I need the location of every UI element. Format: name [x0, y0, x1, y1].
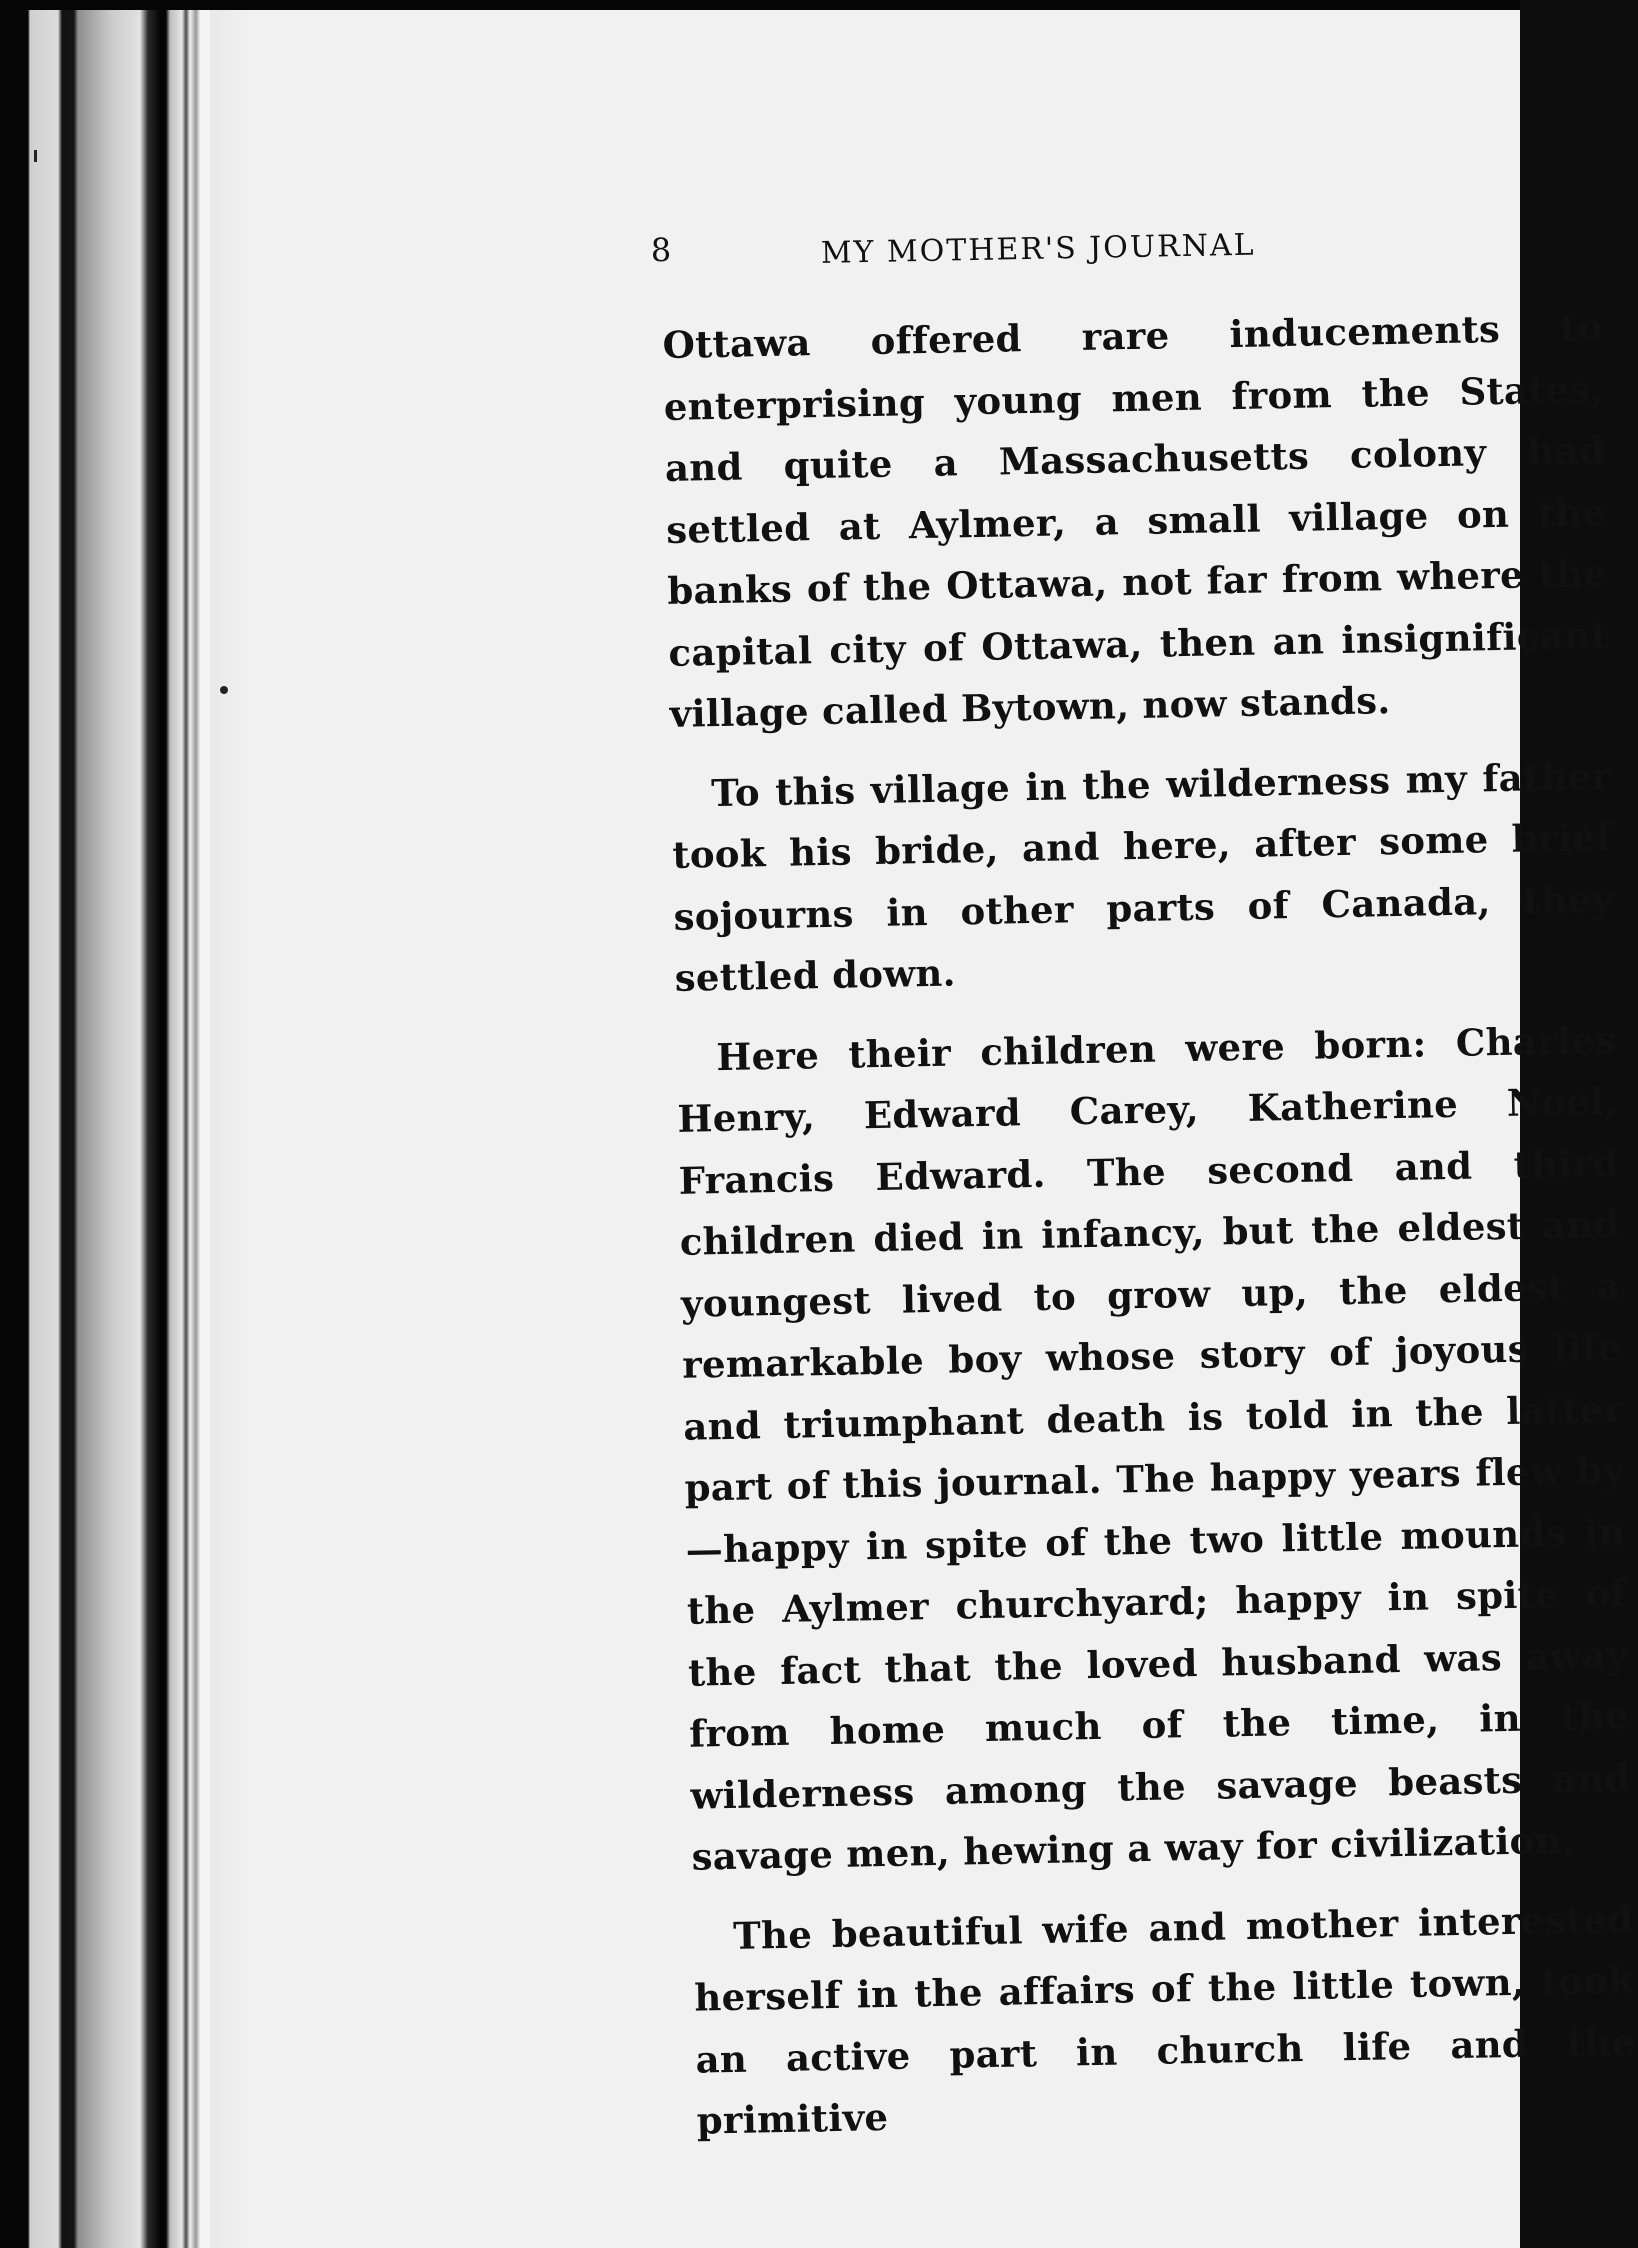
paragraph: The beautiful wife and mother interested herself in the affairs of the little town, took an active part in church life and the primitive: [693, 1896, 1636, 2143]
top-shadow: [0, 0, 1520, 10]
running-head: [400, 191, 1371, 280]
book-page-edges: [0, 10, 210, 2248]
page-paper: [210, 10, 1636, 2248]
page-number: 8: [650, 230, 672, 270]
paragraph: To this village in the wilderness my father took his bride, and here, after some brief sojourns in other parts of Canada, they settled down.: [672, 753, 1614, 1000]
body-text: [662, 297, 1637, 2152]
page-text-block: [400, 191, 1636, 2175]
speck: [220, 686, 228, 694]
paragraph: Here their children were born: Charles Henry, Edward Carey, Katherine Noel, Francis Edward. The second and third children died in infancy, but the eldest and youngest lived to grow up, the eldest a remarkable boy whose story of joyous life and triumphant death is told in the latter part of this journal. The happy years flew by—happy in spite of the two little mounds in the Aylmer churchyard; happy in spite of the fact that the loved husband was away from home much of the time, in the wilderness among the savage beasts and savage men, hewing a way for civilization.: [677, 1017, 1631, 1879]
paragraph: Ottawa offered rare inducements to enterprising young men from the States, and quite a Massachusetts colony had settled at Aylmer, a small village on the banks of the Ottawa, not far from where the capital city of Ottawa, then an insignificant village called Bytown, now stands.: [662, 304, 1609, 736]
running-head-title: MY MOTHER'S JOURNAL: [820, 227, 1256, 271]
